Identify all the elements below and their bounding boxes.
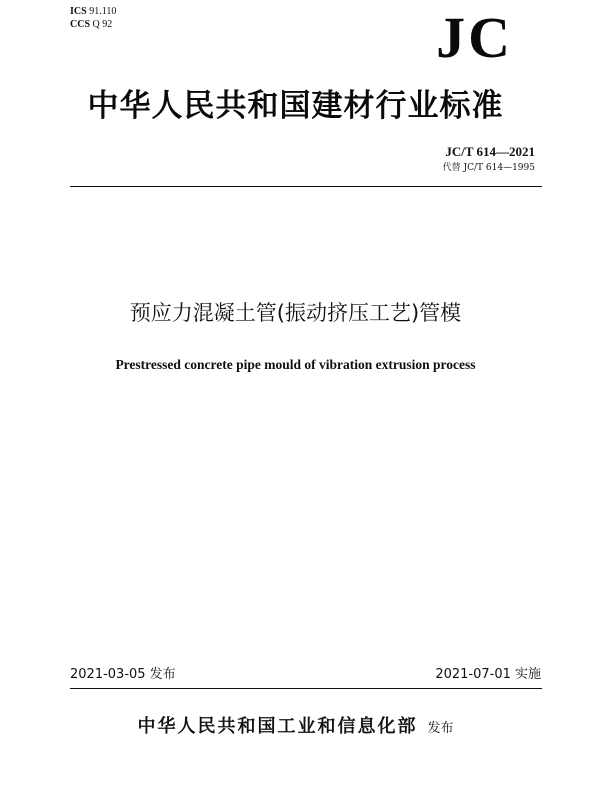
footer-divider (70, 688, 542, 689)
publisher-line (0, 714, 591, 742)
standard-category-title: 中华人民共和国建材行业标准 (87, 88, 504, 124)
publisher-action: 发布 (427, 721, 454, 736)
ccs-value: Q 92 (92, 19, 113, 30)
standard-code: JC/T 614—2021 (445, 144, 535, 159)
jc-logo: JC (436, 5, 513, 70)
ics-label: ICS (70, 6, 87, 17)
ics-line (70, 6, 116, 18)
ccs-line (70, 19, 112, 31)
document-title-english: Prestressed concrete pipe mould of vibration extrusion process (115, 357, 476, 372)
document-title-chinese: 预应力混凝土管(振动挤压工艺)管模 (129, 301, 462, 325)
publisher-organization: 中华人民共和国工业和信息化部 (137, 716, 418, 737)
issue-date: 2021-03-05 发布 (70, 667, 176, 682)
replaces-code: 代替 JC/T 614—1995 (442, 163, 535, 173)
header-divider (70, 186, 542, 187)
implementation-date: 2021-07-01 实施 (435, 667, 541, 682)
ics-value: 91.110 (89, 6, 117, 17)
ccs-label: CCS (70, 19, 91, 30)
